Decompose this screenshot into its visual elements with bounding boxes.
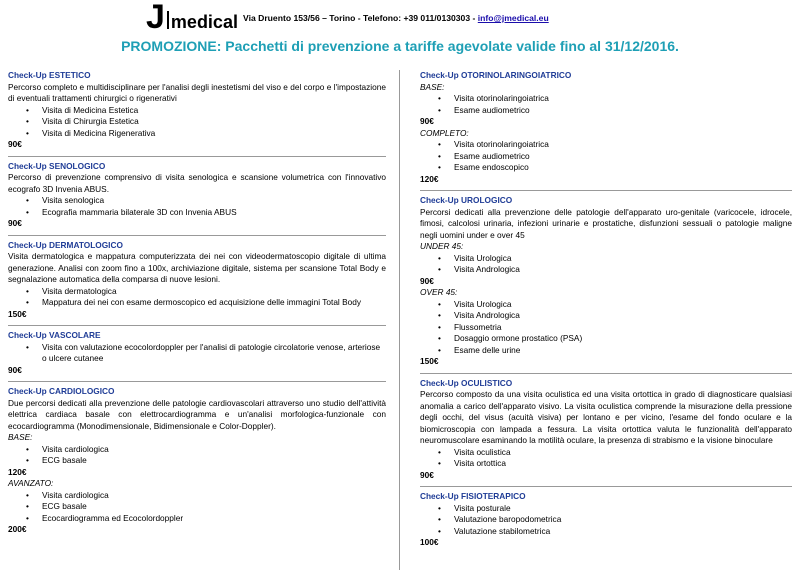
section-divider xyxy=(8,235,386,236)
price: 150€ xyxy=(420,356,439,366)
price: 200€ xyxy=(8,524,27,534)
exam-list xyxy=(8,105,386,140)
section-divider xyxy=(8,325,386,326)
left-column xyxy=(8,70,386,536)
exam-item: • Ecografia mammaria bilaterale 3D con Invenia ABUS xyxy=(42,207,386,219)
exam-list xyxy=(420,299,792,357)
logo-name: medical xyxy=(170,12,238,32)
exam-list xyxy=(420,447,792,470)
exam-item: • Visita posturale xyxy=(454,503,792,515)
price: 90€ xyxy=(8,364,22,375)
exam-item: • Visita Andrologica xyxy=(454,264,792,276)
section-title: Check-Up DERMATOLOGICO xyxy=(8,239,123,250)
exam-item: • Valutazione stabilometrica xyxy=(454,526,792,538)
exam-item: • Esame delle urine xyxy=(454,345,792,357)
section-title: Check-Up OCULISTICO xyxy=(420,377,513,388)
exam-item: • Dosaggio ormone prostatico (PSA) xyxy=(454,333,792,345)
exam-item: • Ecocardiogramma ed Ecocolordoppler xyxy=(42,513,386,525)
exam-item: • Visita di Chirurgia Estetica xyxy=(42,116,386,128)
exam-item: • Esame audiometrico xyxy=(454,105,792,117)
exam-list xyxy=(8,444,386,467)
exam-list xyxy=(8,342,386,365)
exam-item: • Visita dermatologica xyxy=(42,286,386,298)
exam-item: • Visita otorinolaringoiatrica xyxy=(454,139,792,151)
section-title: Check-Up VASCOLARE xyxy=(8,330,101,340)
section-description: Visita dermatologica e mappatura computerizzata dei nei con videodermatoscopio digitale di ultima generazione. Analisi con zoom fino a 100x, archiviazione digitale, sistema per scansione Total Body e segnalazione automatica della comparsa di nuove lesioni. xyxy=(8,251,386,284)
exam-item: • Visita senologica xyxy=(42,195,386,207)
exam-item: • Esame endoscopico xyxy=(454,162,792,174)
exam-item: • Visita di Medicina Estetica xyxy=(42,105,386,117)
section-title: Check-Up ESTETICO xyxy=(8,70,91,80)
section-divider xyxy=(8,381,386,382)
checkup-section xyxy=(8,386,386,536)
exam-item: • Flussometria xyxy=(454,322,792,334)
exam-list xyxy=(420,503,792,538)
package-label: UNDER 45: xyxy=(420,241,464,251)
checkup-section xyxy=(8,330,386,376)
right-column xyxy=(420,70,792,549)
section-title: Check-Up FISIOTERAPICO xyxy=(420,491,526,501)
checkup-section xyxy=(420,491,792,549)
exam-item: • Visita con valutazione ecocolordoppler per l'analisi di patologie circolatorie venose, arteriose o ulcere cutanee xyxy=(42,342,386,365)
checkup-section xyxy=(8,70,386,151)
checkup-section xyxy=(420,378,792,482)
section-description: Due percorsi dedicati alla prevenzione delle patologie cardiovascolari attraverso uno studio dell'attività elettrica cardiaca basale con elettrocardiogramma e un'analisi morfologica-funzionale con ecocardiogramma (Monodimensionale, Bidimensionale e Color-Doppler). xyxy=(8,397,386,431)
price: 90€ xyxy=(420,116,434,126)
exam-list xyxy=(420,139,792,174)
package-label: COMPLETO: xyxy=(420,127,469,138)
price: 90€ xyxy=(8,139,22,149)
promo-title: PROMOZIONE: Pacchetti di prevenzione a tariffe agevolate valide fino al 31/12/2016. xyxy=(121,38,679,54)
exam-item: • Visita otorinolaringoiatrica xyxy=(454,93,792,105)
section-title: Check-Up UROLOGICO xyxy=(420,195,513,205)
exam-item: • Visita cardiologica xyxy=(42,444,386,456)
exam-item: • Visita Urologica xyxy=(454,253,792,265)
price: 90€ xyxy=(8,218,22,228)
exam-list xyxy=(420,93,792,116)
exam-item: • Visita Andrologica xyxy=(454,310,792,322)
exam-item: • Visita oculistica xyxy=(454,447,792,459)
exam-item: • Mappatura dei nei con esame dermoscopico ed acquisizione delle immagini Total Body xyxy=(42,297,386,309)
exam-item: • Visita ortottica xyxy=(454,458,792,470)
exam-list xyxy=(8,286,386,309)
checkup-section xyxy=(420,195,792,368)
section-divider xyxy=(420,373,792,374)
section-description: Percorso composto da una visita oculistica ed una visita ortottica in grado di diagnosticare qualsiasi anomalia a carico dell'apparato visivo. La visita oculistica comprende la misurazione della pressione degli occhi, del visus (acuità visiva) per lontano e per vicino, l'esame del fondo oculare e la biomicroscopia con lampada a fessura. La visita ortottica valuta le funzionalità dell'apparato neuromuscolare esaminando la motilità oculare, la presenza di strabismo e la visione binoculare xyxy=(420,389,792,445)
price: 90€ xyxy=(420,275,434,286)
section-title: Check-Up OTORINOLARINGOIATRICO xyxy=(420,70,572,80)
jmedical-logo xyxy=(146,0,238,36)
package-label: OVER 45: xyxy=(420,287,458,297)
address-text: Via Druento 153/56 – Torino - Telefono: +39 011/0130303 - xyxy=(243,13,478,23)
logo-j: J xyxy=(146,0,165,36)
price: 120€ xyxy=(420,173,439,184)
email-link[interactable]: info@jmedical.eu xyxy=(477,13,549,23)
section-divider xyxy=(420,190,792,191)
section-description: Percorso completo e multidisciplinare per l'analisi degli inestetismi del viso e del corpo e l'impostazione di eventuali trattamenti chirurgici o rigenerativi xyxy=(8,81,386,103)
package-label: BASE: xyxy=(8,432,33,442)
section-divider xyxy=(8,156,386,157)
exam-item: • Visita di Medicina Rigenerativa xyxy=(42,128,386,140)
exam-item: • ECG basale xyxy=(42,455,386,467)
exam-item: • ECG basale xyxy=(42,501,386,513)
price: 90€ xyxy=(420,469,434,480)
exam-item: • Valutazione baropodometrica xyxy=(454,514,792,526)
price: 150€ xyxy=(8,308,27,319)
logo-divider xyxy=(167,11,169,29)
section-description: Percorsi dedicati alla prevenzione delle patologie dell'apparato uro-genitale (varicocele, idrocele, fimosi, calcolosi urinaria, infezioni urinarie e prostatiche, disfunzioni sessuali o patologie maligne negli uomini under e over 45 xyxy=(420,206,792,240)
section-title: Check-Up CARDIOLOGICO xyxy=(8,386,115,396)
exam-list xyxy=(8,490,386,525)
exam-list xyxy=(8,195,386,218)
section-divider xyxy=(420,486,792,487)
checkup-section xyxy=(420,70,792,185)
contact-line xyxy=(243,13,549,23)
exam-item: • Visita cardiologica xyxy=(42,490,386,502)
price: 120€ xyxy=(8,466,27,477)
exam-item: • Visita Urologica xyxy=(454,299,792,311)
exam-list xyxy=(420,253,792,276)
column-divider xyxy=(399,70,400,570)
checkup-section xyxy=(8,240,386,321)
price: 100€ xyxy=(420,537,439,547)
checkup-section xyxy=(8,161,386,230)
package-label: AVANZATO: xyxy=(8,478,54,488)
section-title: Check-Up SENOLOGICO xyxy=(8,160,106,171)
header xyxy=(0,0,800,54)
section-description: Percorso di prevenzione comprensivo di visita senologica e scansione volumetrica con l'innovativo ecografo 3D Invenia ABUS. xyxy=(8,172,386,194)
package-label: BASE: xyxy=(420,81,445,92)
exam-item: • Esame audiometrico xyxy=(454,151,792,163)
